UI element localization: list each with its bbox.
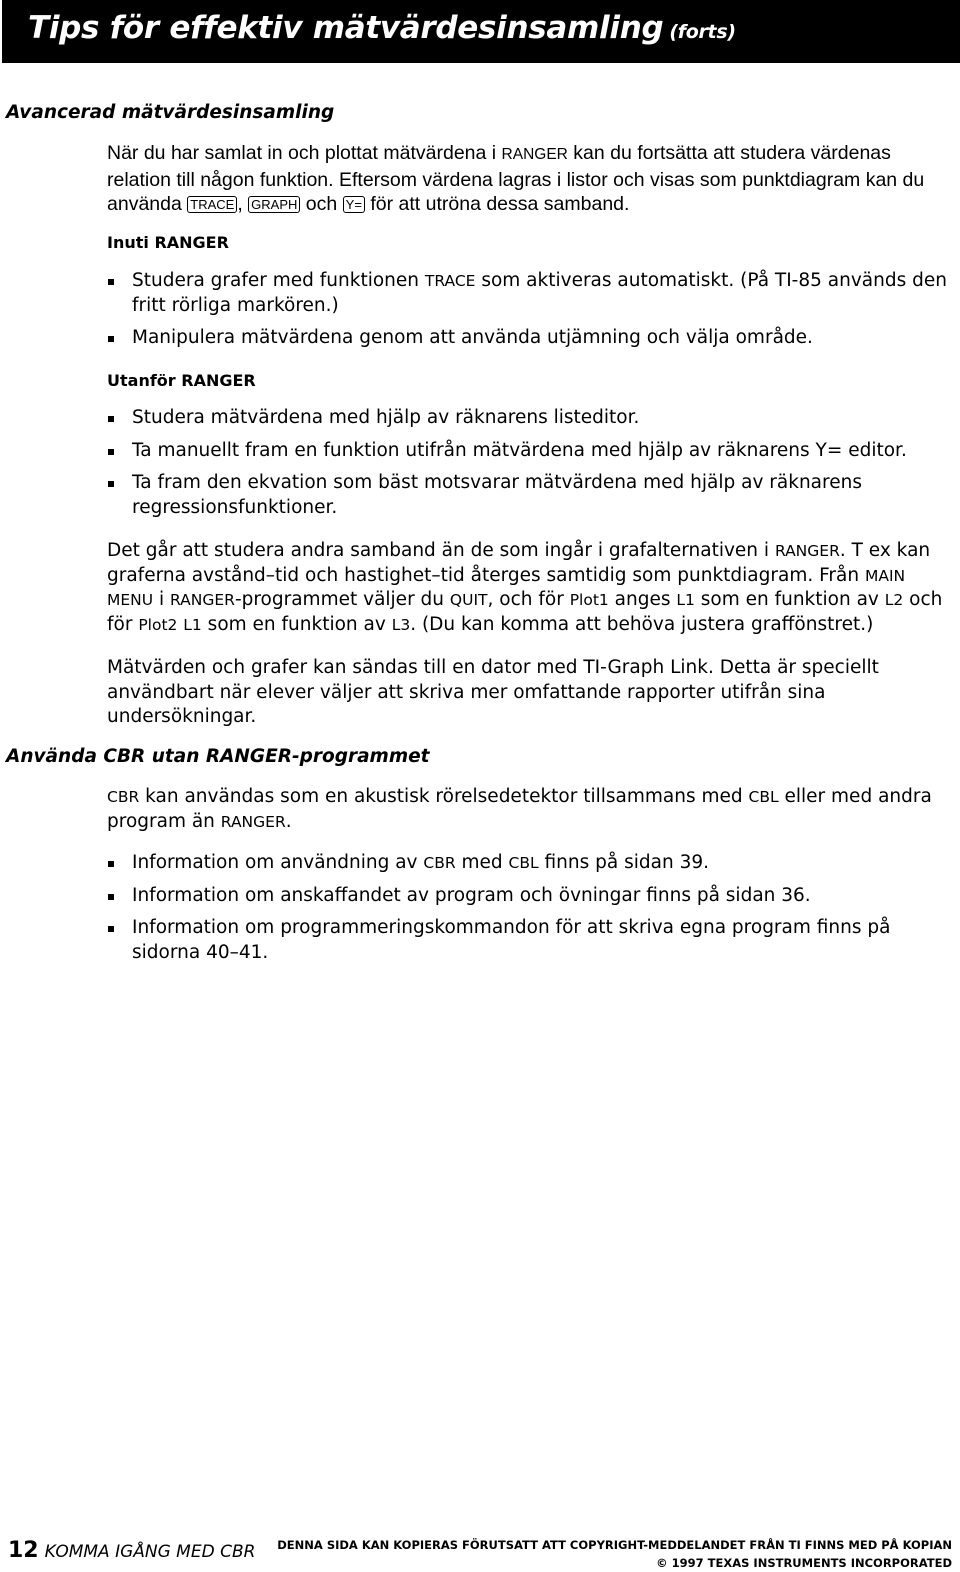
list-l1-term: L1 [183,615,202,634]
plot1-term: Plot1 [569,591,609,609]
list-item: Information om programmeringskommandon för att skriva egna program finns på sidorna 40–41. [107,916,947,965]
text-run: finns på sidan 39. [538,852,709,873]
text-run: , och för [487,589,570,610]
ranger-term: RANGER [170,591,235,609]
text-run: och [300,193,343,215]
relations-paragraph [107,539,947,637]
page-title [28,10,736,46]
text-run: . [285,810,292,832]
book-title: KOMMA IGÅNG MED CBR [44,1542,256,1562]
information-list [107,851,947,965]
text-run: . T ex kan graferna avstånd–tid och hastighet–tid återges samtidig som punktdiagram. Från [107,540,931,586]
text-run: , [237,193,249,215]
text-run: som aktiveras automatiskt. (På TI-85 används den fritt rörliga markören.) [132,270,947,316]
text-run: som en funktion av [694,589,885,610]
list-l1-term: L1 [676,591,695,609]
trace-key-icon: TRACE [187,196,237,213]
copy-notice: DENNA SIDA KAN KOPIERAS FÖRUTSATT ATT COPYRIGHT-MEDDELANDET FRÅN TI FINNS MED PÅ KOPIAN [277,1538,952,1552]
list-item: Manipulera mätvärdena genom att använda utjämning och välja område. [107,326,947,351]
text-run: med [455,852,509,873]
list-item: Studera mätvärdena med hjälp av räknarens listeditor. [107,406,947,431]
trace-term: TRACE [424,272,476,290]
text-run: -programmet väljer du [234,589,450,610]
list-l3-term: L3 [391,615,411,634]
page-title-suffix: (forts) [669,21,736,43]
page-header-bar [2,0,960,63]
text-run: i [153,589,171,610]
subheading-outside-ranger: Utanför RANGER [107,371,256,390]
list-item: Ta fram den ekvation som bäst motsvarar mätvärdena med hjälp av räknarens regressionsfunktioner. [107,471,947,520]
text-run: När du har samlat in och plottat mätvärdena i [107,142,502,164]
page-title-text: Tips för effektiv mätvärdesinsamling [28,10,664,46]
outside-ranger-list [107,406,947,520]
plot2-term: Plot2 [138,615,178,634]
text-run: Studera grafer med funktionen [132,270,425,291]
graph-key-icon: GRAPH [248,196,300,213]
graph-link-paragraph: Mätvärden och grafer kan sändas till en dator med TI-Graph Link. Detta är speciellt användbart när elever väljer att skriva mer omfattande rapporter utifrån sina undersökningar. [107,657,879,727]
text-run: Det går att studera andra samband än de som ingår i grafalternativen i [107,540,775,561]
inside-ranger-list [107,269,947,351]
cbr-term: CBR [107,788,140,806]
text-run: . (Du kan komma att behöva justera graffönstret.) [410,613,874,635]
copyright: © 1997 TEXAS INSTRUMENTS INCORPORATED [656,1556,952,1570]
text-run: och för [107,589,943,635]
list-item: Ta manuellt fram en funktion utifrån mätvärdena med hjälp av räknarens Y= editor. [107,439,947,464]
text-run: kan användas som en akustisk rörelsedetektor tillsammans med [139,786,749,807]
text-run: för att utröna dessa samband. [364,193,630,215]
ranger-term: RANGER [501,146,568,163]
text-run: Information om användning av [132,852,424,873]
list-item: Information om anskaffandet av program och övningar finns på sidan 36. [107,884,947,909]
subheading-inside-ranger: Inuti RANGER [107,233,229,252]
cbl-term: CBL [508,854,539,872]
section-heading-without-ranger: Använda CBR utan RANGER-programmet [6,746,430,767]
main-menu-term: MAIN MENU [107,566,906,609]
cbr-intro-paragraph [107,785,947,834]
page-number: 12 [8,1538,39,1563]
intro-paragraph [107,141,947,217]
list-item [107,851,947,876]
footer-right [277,1536,952,1572]
text-run: eller med andra program än [107,786,932,832]
footer-left [8,1538,255,1563]
quit-term: QUIT [449,591,488,609]
list-item [107,269,947,318]
ranger-term: RANGER [220,812,286,831]
text-run: som en funktion av [201,613,392,635]
y-equals-key-icon: Y= [343,196,365,213]
cbr-term: CBR [423,854,456,872]
ranger-term: RANGER [774,542,840,560]
section-heading-advanced: Avancerad mätvärdesinsamling [6,102,335,123]
text-run: anges [608,589,677,610]
list-l2-term: L2 [884,591,904,609]
cbl-term: CBL [748,788,779,806]
text-run: kan du fortsätta att studera värdenas relation till någon funktion. Eftersom värdena lagras i listor och visas som punktdiagram kan du använda [107,142,925,215]
